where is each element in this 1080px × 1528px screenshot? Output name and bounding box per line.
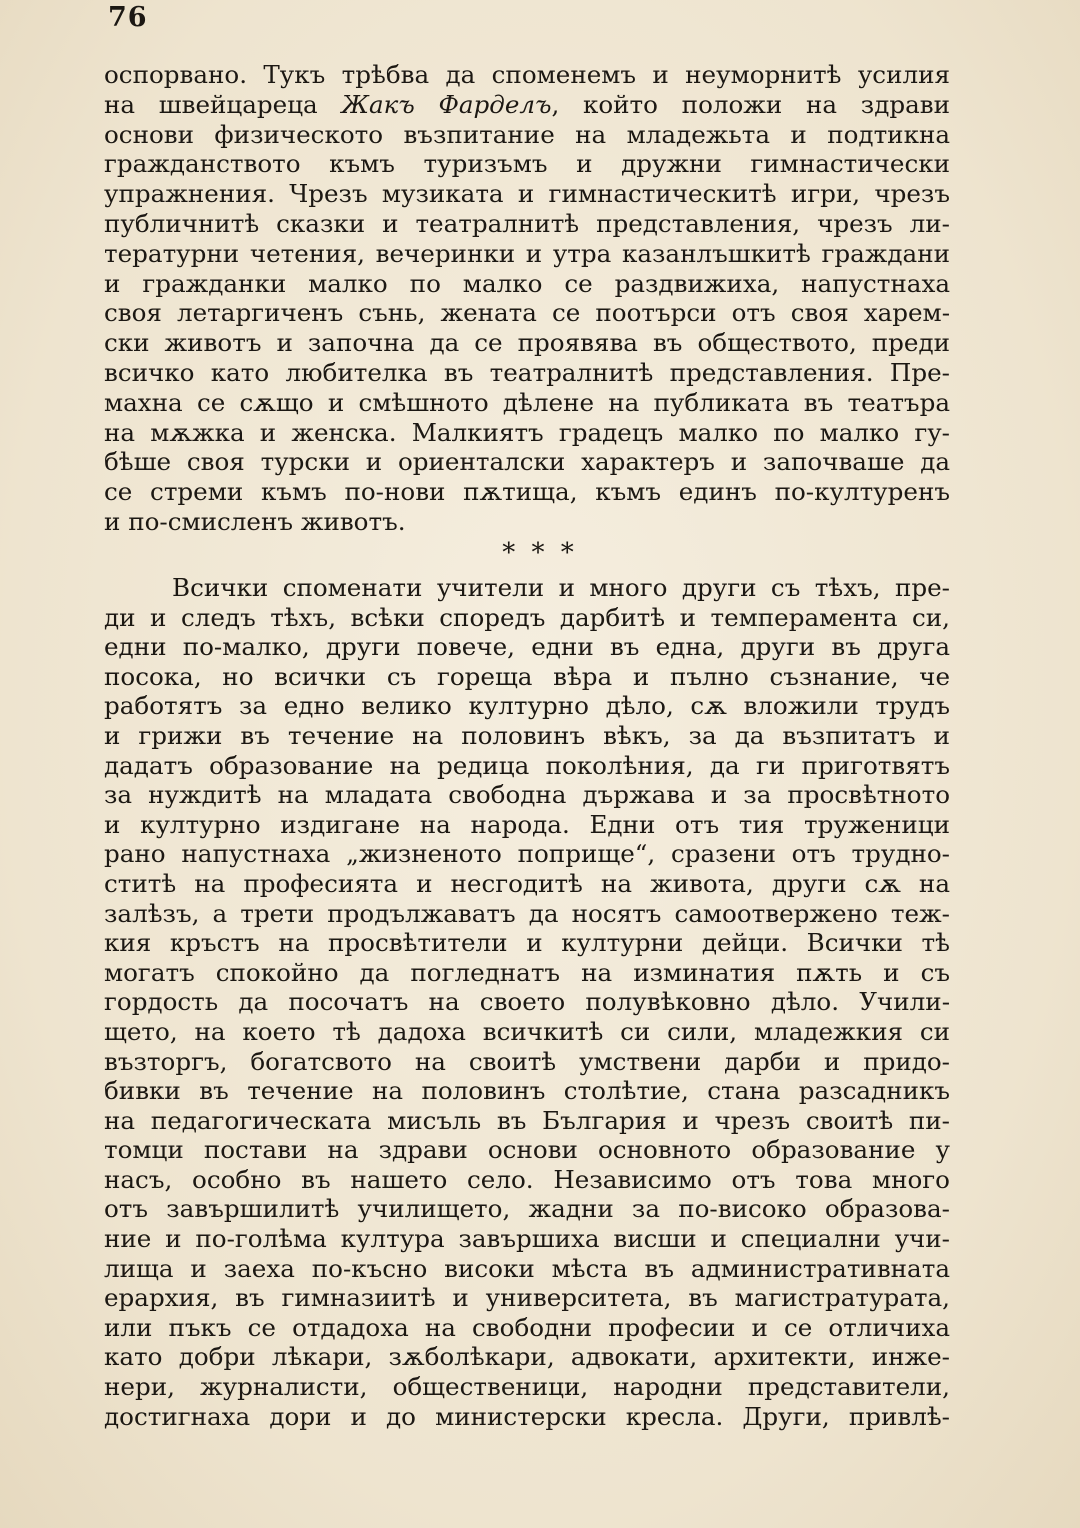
text-line: бивки въ течение на половинъ столѣтие, стана разсадникъ [104, 1076, 950, 1106]
text-line: на мѫжка и женска. Малкиятъ градецъ малко по малко гу- [104, 417, 950, 447]
text-line: работятъ за едно велико културно дѣло, сѫ вложили трудъ [104, 691, 950, 721]
text-line: и по-смисленъ животъ. [104, 506, 406, 536]
page-number: 76 [108, 2, 148, 33]
text-line: Всички споменати учители и много други съ тѣхъ, пре- [172, 573, 950, 602]
text-line: отъ завършилитѣ училището, жадни за по-високо образова- [104, 1194, 950, 1224]
text-line: едни по-малко, други повече, едни въ една, други въ друга [104, 632, 950, 662]
text-line: ние и по-голѣма култура завършиха висши и специални учи- [104, 1224, 950, 1254]
text-line: и културно издигане на народа. Едни отъ тия труженици [104, 809, 950, 839]
text-segment: , който положи на здрави [551, 89, 950, 119]
text-line: дадатъ образование на редица поколѣния, да ги приготвятъ [104, 750, 950, 780]
text-line: ститѣ на професията и несгодитѣ на живота, други сѫ на [104, 868, 950, 898]
text-line: щето, на което тѣ дадоха всичкитѣ си сили, младежкия си [104, 1016, 950, 1046]
text-line: и грижи въ течение на половинъ вѣкъ, за да възпитатъ и [104, 720, 950, 750]
text-line: достигнаха дори и до министерски кресла. Други, привлѣ- [104, 1401, 950, 1431]
text-line: томци постави на здрави основи основното образование у [104, 1135, 950, 1165]
text-line: гражданството къмъ туризъмъ и дружни гимнастически [104, 149, 950, 179]
text-line: се стреми къмъ по-нови пѫтища, къмъ единъ по-културенъ [104, 477, 950, 507]
text-line: възторгъ, богатсвото на своитѣ умствени дарби и придо- [104, 1046, 950, 1076]
text-line: и гражданки малко по малко се раздвижиха, напустнаха [104, 268, 950, 298]
text-segment: на швейцареца [104, 89, 342, 119]
text-line: рано напустнаха „жизненото поприще“, сразени отъ трудно- [104, 839, 950, 869]
text-line: упражнения. Чрезъ музиката и гимнастическитѣ игри, чрезъ [104, 179, 950, 209]
text-line: кия кръстъ на просвѣтители и културни дейци. Всички тѣ [104, 928, 950, 958]
text-line: своя летаргиченъ сънь, жената се поотърси отъ своя харем- [104, 298, 950, 328]
text-line: ски животъ и започна да се проявява въ обществото, преди [104, 328, 950, 358]
text-line: основи физическото възпитание на младежьта и подтикна [104, 119, 950, 149]
text-line: тературни четения, вечеринки и утра казанлъшкитѣ граждани [104, 238, 950, 268]
italic-name-jacques-fardel: Жакъ Фарделъ [341, 89, 552, 119]
text-line: на педагогическата мисъль въ България и чрезъ своитѣ пи- [104, 1105, 950, 1135]
text-line: бѣше своя турски и ориенталски характеръ и започваше да [104, 447, 950, 477]
text-line: махна се сѫщо и смѣшното дѣлене на публиката въ театъра [104, 387, 950, 417]
paragraph-2 [104, 573, 950, 1431]
text-line: публичнитѣ сказки и театралнитѣ представления, чрезъ ли- [104, 208, 950, 238]
text-line: насъ, особно въ нашето село. Независимо отъ това много [104, 1164, 950, 1194]
text-line: гордость да посочатъ на своето полувѣковно дѣло. Учили- [104, 987, 950, 1017]
text-line: за нуждитѣ на младата свободна държава и за просвѣтното [104, 780, 950, 810]
paragraph-1 [104, 60, 950, 537]
text-line: ерархия, въ гимназиитѣ и университета, въ магистратурата, [104, 1283, 950, 1313]
text-line: залѣзъ, а трети продължаватъ да носятъ самоотвержено теж- [104, 898, 950, 928]
text-line: като добри лѣкари, зѫболѣкари, адвокати, архитекти, инже- [104, 1342, 950, 1372]
text-line: оспорвано. Тукъ трѣбва да споменемъ и неуморнитѣ усилия [104, 60, 950, 89]
text-line: ди и следъ тѣхъ, всѣки споредъ дарбитѣ и темперамента си, [104, 602, 950, 632]
text-line: лища и заеха по-късно високи мѣста въ административната [104, 1253, 950, 1283]
text-line: посока, но всички съ гореща вѣра и пълно съзнание, че [104, 661, 950, 691]
text-line [104, 90, 950, 120]
text-line: могатъ спокойно да погледнатъ на изминатия пѫть и съ [104, 957, 950, 987]
text-line: нери, журналисти, общественици, народни представители, [104, 1372, 950, 1402]
section-separator: * * * [502, 538, 578, 568]
text-line: всичко като любителка въ театралнитѣ представления. Пре- [104, 357, 950, 387]
text-line: или пъкъ се отдадоха на свободни професии и се отличиха [104, 1312, 950, 1342]
